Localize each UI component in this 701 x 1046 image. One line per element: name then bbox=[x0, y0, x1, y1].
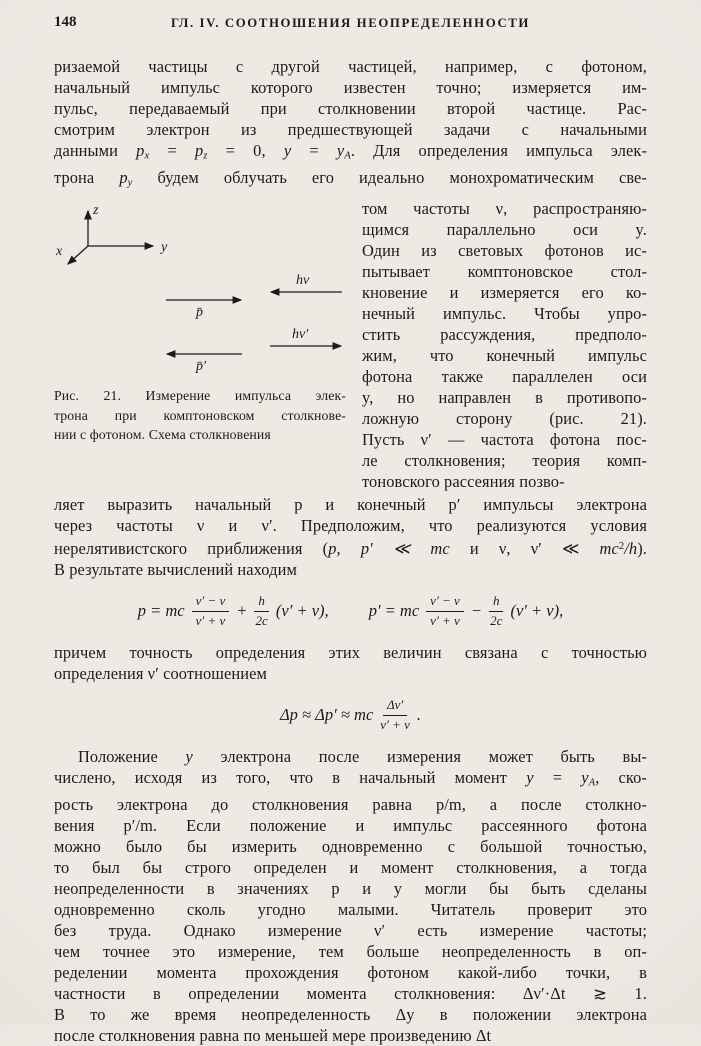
text-line: фотона также параллелен оси bbox=[362, 367, 647, 387]
formula-momenta bbox=[54, 589, 647, 633]
text-line: одновременно сколь угодно малыми. Читатель проверит это bbox=[54, 899, 647, 919]
text-line: после столкновения равна по меньшей мере произведению Δt bbox=[54, 1025, 492, 1045]
fraction-numerator: ν′ − ν bbox=[192, 593, 230, 611]
fraction-denominator: ν′ + ν bbox=[430, 612, 460, 628]
text-line bbox=[54, 536, 647, 559]
text-line: причем точность определения этих величин связана с точностью bbox=[54, 643, 647, 663]
formula-term-lhs: p = mc bbox=[137, 601, 185, 621]
text-line: можно было бы измерить одновременно с большой точностью, bbox=[54, 836, 647, 856]
text-run: , ско- bbox=[595, 768, 647, 788]
text-run: A bbox=[588, 777, 596, 789]
fraction-denominator: 2c bbox=[255, 612, 268, 628]
text-run: ). bbox=[637, 539, 647, 559]
text-line: Один из световых фотонов ис- bbox=[362, 241, 647, 261]
chapter-title: ГЛ. IV. СООТНОШЕНИЯ НЕОПРЕДЕЛЕННОСТИ bbox=[171, 16, 530, 30]
text-line: чем точнее это измерение, тем больше неопределенность в оп- bbox=[54, 941, 647, 961]
text-run: = bbox=[533, 768, 582, 788]
text-line: пытывает комптоновское стол- bbox=[362, 262, 647, 282]
vector-label-p: p̄ bbox=[196, 305, 203, 321]
fraction-denominator: ν′ + ν bbox=[195, 612, 226, 628]
text-line: то был бы строго определен и момент столкновения, а тогда bbox=[54, 857, 647, 877]
text-line: ложную сторону (рис. 21). bbox=[362, 409, 647, 429]
figure-21-diagram bbox=[54, 202, 346, 376]
text-run: = bbox=[149, 141, 195, 160]
text-run: p bbox=[136, 141, 145, 160]
text-run: . Для определения импульса элек- bbox=[350, 141, 648, 160]
text-run: y bbox=[185, 747, 193, 767]
formula-term-tail-prime: (ν′ + ν), bbox=[510, 601, 564, 621]
vector-label-p-prime: p̄′ bbox=[196, 359, 207, 375]
fraction-nu-2 bbox=[426, 593, 464, 629]
text-line bbox=[54, 767, 647, 794]
paragraph-position bbox=[54, 746, 647, 1046]
vector-label-hv: hν bbox=[296, 273, 310, 289]
text-line bbox=[54, 746, 647, 767]
axis-label-z: z bbox=[93, 203, 99, 219]
text-run: Положение bbox=[78, 747, 186, 767]
fraction-denominator: ν′ + ν bbox=[380, 716, 410, 732]
text-run: = 0, bbox=[207, 141, 284, 160]
paragraph-derivation bbox=[54, 494, 647, 580]
figure-caption bbox=[54, 386, 346, 444]
text-line: пульс, передаваемый при столкновении второй частице. Рас- bbox=[54, 99, 647, 118]
fraction-h-2c bbox=[254, 593, 269, 629]
text-line: нии с фотоном. Схема столкновения bbox=[54, 426, 271, 442]
text-line: без труда. Однако измерение ν′ есть измерение частоты; bbox=[54, 920, 647, 940]
formula-term-lhs: Δp ≈ Δp′ ≈ mc bbox=[279, 705, 374, 725]
text-line: смотрим электрон из предшествующей задачи с начальными bbox=[54, 120, 647, 139]
text-line: стить рассуждения, предполо- bbox=[362, 325, 647, 345]
fraction-nu bbox=[192, 593, 230, 629]
text-line: нечный импульс. Чтобы упро- bbox=[362, 304, 647, 324]
text-line: В то же время неопределенность Δy в положении электрона bbox=[54, 1004, 647, 1024]
fraction-delta-nu bbox=[380, 697, 410, 733]
text-run: mc bbox=[599, 539, 619, 559]
text-run: числено, исходя из того, что в начальный момент bbox=[54, 768, 527, 788]
text-run: y bbox=[526, 768, 534, 788]
text-run: p bbox=[194, 141, 204, 160]
text-line: определения ν′ соотношением bbox=[54, 664, 267, 684]
text-line: неопределенности в значениях p и y могли бы быть сделаны bbox=[54, 878, 647, 898]
text-run: y bbox=[336, 141, 345, 160]
text-run: и ν, ν′ ≪ bbox=[449, 539, 600, 559]
page-header bbox=[54, 14, 647, 34]
paragraph-intro bbox=[54, 56, 647, 193]
paragraph-accuracy bbox=[54, 642, 647, 684]
text-line: трона при комптоновском столкнове- bbox=[54, 407, 346, 423]
fraction-h-2c-2 bbox=[489, 593, 504, 629]
formula-operator-plus: + bbox=[236, 601, 248, 621]
vector-label-hv-prime: hν′ bbox=[292, 327, 309, 343]
text-run: p bbox=[119, 167, 128, 187]
formula-uncertainty bbox=[54, 693, 647, 737]
text-line: В результате вычислений находим bbox=[54, 560, 297, 580]
text-line: кновение и измеряется его ко- bbox=[362, 283, 647, 303]
text-line: ределении момента прохождения фотоном какой-либо точки, в bbox=[54, 962, 647, 982]
fraction-numerator: ν′ − ν bbox=[426, 593, 464, 611]
formula-term-lhs-prime: p′ = mc bbox=[368, 601, 420, 621]
text-run: электрона после измерения может быть вы- bbox=[192, 747, 647, 767]
fraction-numerator: h bbox=[254, 593, 269, 611]
paragraph-beside-figure bbox=[354, 198, 647, 492]
text-run: = bbox=[291, 141, 337, 160]
text-run: y bbox=[581, 768, 589, 788]
text-run: z bbox=[203, 150, 208, 162]
text-run: x bbox=[144, 150, 150, 162]
text-run: данными bbox=[54, 141, 137, 160]
text-run: y bbox=[127, 177, 133, 189]
text-run: 2 bbox=[618, 541, 625, 553]
fraction-numerator: Δν′ bbox=[383, 697, 407, 715]
text-line: ризаемой частицы с другой частицей, например, с фотоном, bbox=[54, 57, 647, 76]
text-run: нерелятивистского приближения ( bbox=[54, 539, 329, 559]
figure-block bbox=[54, 198, 354, 492]
figure-and-text-row bbox=[54, 198, 647, 492]
axis-label-x: x bbox=[56, 244, 63, 260]
axis-x-line bbox=[68, 246, 88, 264]
text-line: частности в определении момента столкновения: Δν′·Δt ≳ 1. bbox=[54, 983, 647, 1003]
text-line: жим, что конечный импульс bbox=[362, 346, 647, 366]
text-line: через частоты ν и ν′. Предположим, что реализуются условия bbox=[54, 516, 647, 536]
formula-term-tail: . bbox=[416, 705, 422, 725]
text-run: A bbox=[344, 150, 351, 162]
text-line: ле столкновения; теория комп- bbox=[362, 451, 647, 471]
text-line: начальный импульс которого известен точно; измеряется им- bbox=[54, 78, 647, 97]
axis-label-y: y bbox=[161, 240, 168, 256]
text-line: тоновского рассеяния позво- bbox=[362, 472, 565, 492]
text-run: y bbox=[283, 141, 292, 160]
page-number: 148 bbox=[54, 14, 77, 30]
text-line: вения p′/m. Если положение и импульс рассеянного фотона bbox=[54, 815, 647, 835]
text-line: щимся параллельно оси y. bbox=[362, 220, 647, 240]
text-run: будем облучать его идеально монохроматическим све- bbox=[132, 167, 647, 187]
fraction-denominator: 2c bbox=[490, 612, 503, 628]
text-line: Рис. 21. Измерение импульса элек- bbox=[54, 388, 346, 404]
text-line: том частоты ν, распространяю- bbox=[362, 199, 647, 219]
formula-term-tail: (ν′ + ν), bbox=[275, 601, 329, 621]
text-line bbox=[54, 140, 647, 167]
text-run: /h bbox=[624, 539, 638, 559]
fraction-numerator: h bbox=[489, 593, 504, 611]
text-line: ляет выразить начальный p и конечный p′ импульсы электрона bbox=[54, 495, 647, 515]
text-line: Пусть ν′ — частота фотона пос- bbox=[362, 430, 647, 450]
text-line bbox=[54, 167, 647, 194]
text-run: трона bbox=[54, 167, 120, 187]
formula-operator-minus: − bbox=[470, 601, 482, 621]
text-line: рость электрона до столкновения равна p/m, а после столкно- bbox=[54, 794, 647, 814]
text-line: y, но направлен в противопо- bbox=[362, 388, 647, 408]
text-run: p, p′ ≪ mc bbox=[328, 539, 450, 559]
